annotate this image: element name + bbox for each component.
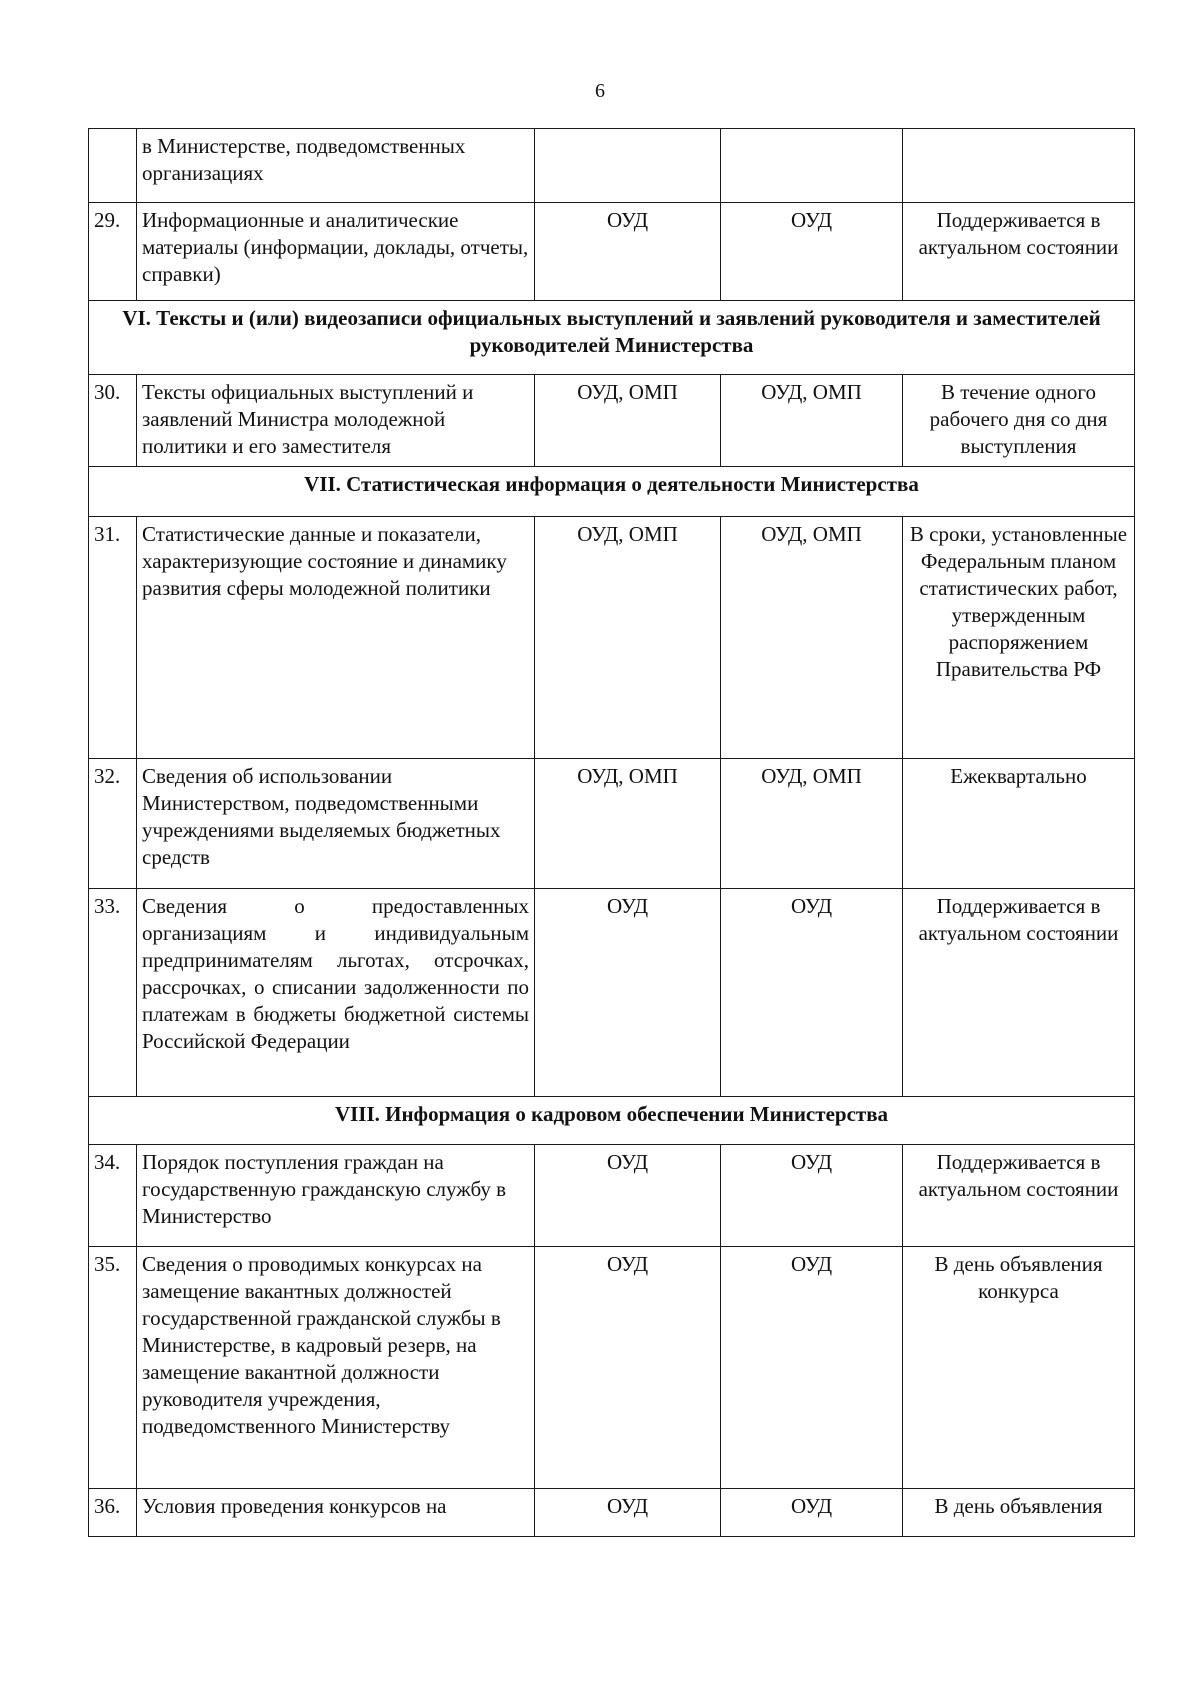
row-name: Сведения о проводимых конкурсах на замещение вакантных должностей государственной гражданской службы в Министерстве, в кадровый резерв, на замещение вакантной должности руководителя учреждения, подведомственного Министерству <box>137 1247 535 1489</box>
row-responsible-1: ОУД, ОМП <box>535 759 721 889</box>
row-name: Сведения об использовании Министерством, подведомственными учреждениями выделяемых бюджетных средств <box>137 759 535 889</box>
row-number <box>89 129 137 203</box>
row-period: Поддерживается в актуальном состоянии <box>903 889 1135 1097</box>
row-responsible-2: ОУД, ОМП <box>721 375 903 467</box>
row-period: В день объявления <box>903 1489 1135 1537</box>
row-responsible-1: ОУД <box>535 1247 721 1489</box>
section-heading: VI. Тексты и (или) видеозаписи официальных выступлений и заявлений руководителя и заместителей руководителей Министерства <box>89 301 1135 375</box>
row-responsible-2 <box>721 129 903 203</box>
row-responsible-2: ОУД, ОМП <box>721 759 903 889</box>
row-responsible-1: ОУД, ОМП <box>535 517 721 759</box>
row-responsible-2: ОУД <box>721 1145 903 1247</box>
section-row <box>89 301 1135 375</box>
row-responsible-1: ОУД <box>535 1145 721 1247</box>
row-responsible-1: ОУД <box>535 889 721 1097</box>
row-name: Статистические данные и показатели, характеризующие состояние и динамику развития сферы молодежной политики <box>137 517 535 759</box>
row-period: В течение одного рабочего дня со дня выступления <box>903 375 1135 467</box>
row-period: В день объявления конкурса <box>903 1247 1135 1489</box>
page-number: 6 <box>595 80 605 102</box>
row-period: Поддерживается в актуальном состоянии <box>903 203 1135 301</box>
table-row <box>89 889 1135 1097</box>
row-number: 35. <box>89 1247 137 1489</box>
row-name: Тексты официальных выступлений и заявлений Министра молодежной политики и его заместителя <box>137 375 535 467</box>
row-period <box>903 129 1135 203</box>
row-responsible-2: ОУД <box>721 1489 903 1537</box>
row-responsible-2: ОУД <box>721 889 903 1097</box>
section-row <box>89 1097 1135 1145</box>
row-responsible-1: ОУД, ОМП <box>535 375 721 467</box>
row-number: 33. <box>89 889 137 1097</box>
table-row <box>89 203 1135 301</box>
row-period: В сроки, установленные Федеральным планом статистических работ, утвержденным распоряжением Правительства РФ <box>903 517 1135 759</box>
table-row <box>89 129 1135 203</box>
row-responsible-2: ОУД <box>721 203 903 301</box>
row-name: Условия проведения конкурсов на <box>137 1489 535 1537</box>
table-row <box>89 1489 1135 1537</box>
row-name: Информационные и аналитические материалы (информации, доклады, отчеты, справки) <box>137 203 535 301</box>
row-responsible-2: ОУД <box>721 1247 903 1489</box>
row-number: 31. <box>89 517 137 759</box>
row-number: 34. <box>89 1145 137 1247</box>
row-period: Поддерживается в актуальном состоянии <box>903 1145 1135 1247</box>
section-row <box>89 467 1135 517</box>
row-number: 32. <box>89 759 137 889</box>
row-responsible-1: ОУД <box>535 1489 721 1537</box>
disclosure-table <box>88 128 1135 1537</box>
table-row <box>89 1247 1135 1489</box>
row-name: в Министерстве, подведомственных организациях <box>137 129 535 203</box>
table-row <box>89 517 1135 759</box>
row-number: 29. <box>89 203 137 301</box>
row-period: Ежеквартально <box>903 759 1135 889</box>
table-row <box>89 759 1135 889</box>
row-number: 36. <box>89 1489 137 1537</box>
row-responsible-2: ОУД, ОМП <box>721 517 903 759</box>
section-heading: VII. Статистическая информация о деятельности Министерства <box>89 467 1135 517</box>
table-row <box>89 1145 1135 1247</box>
row-responsible-1 <box>535 129 721 203</box>
row-responsible-1: ОУД <box>535 203 721 301</box>
row-name: Сведения о предоставленных организациям и индивидуальным предпринимателям льготах, отсрочках, рассрочках, о списании задолженности по платежам в бюджеты бюджетной системы Российской Федерации <box>137 889 535 1097</box>
table-row <box>89 375 1135 467</box>
row-name: Порядок поступления граждан на государственную гражданскую службу в Министерство <box>137 1145 535 1247</box>
section-heading: VIII. Информация о кадровом обеспечении Министерства <box>89 1097 1135 1145</box>
row-number: 30. <box>89 375 137 467</box>
